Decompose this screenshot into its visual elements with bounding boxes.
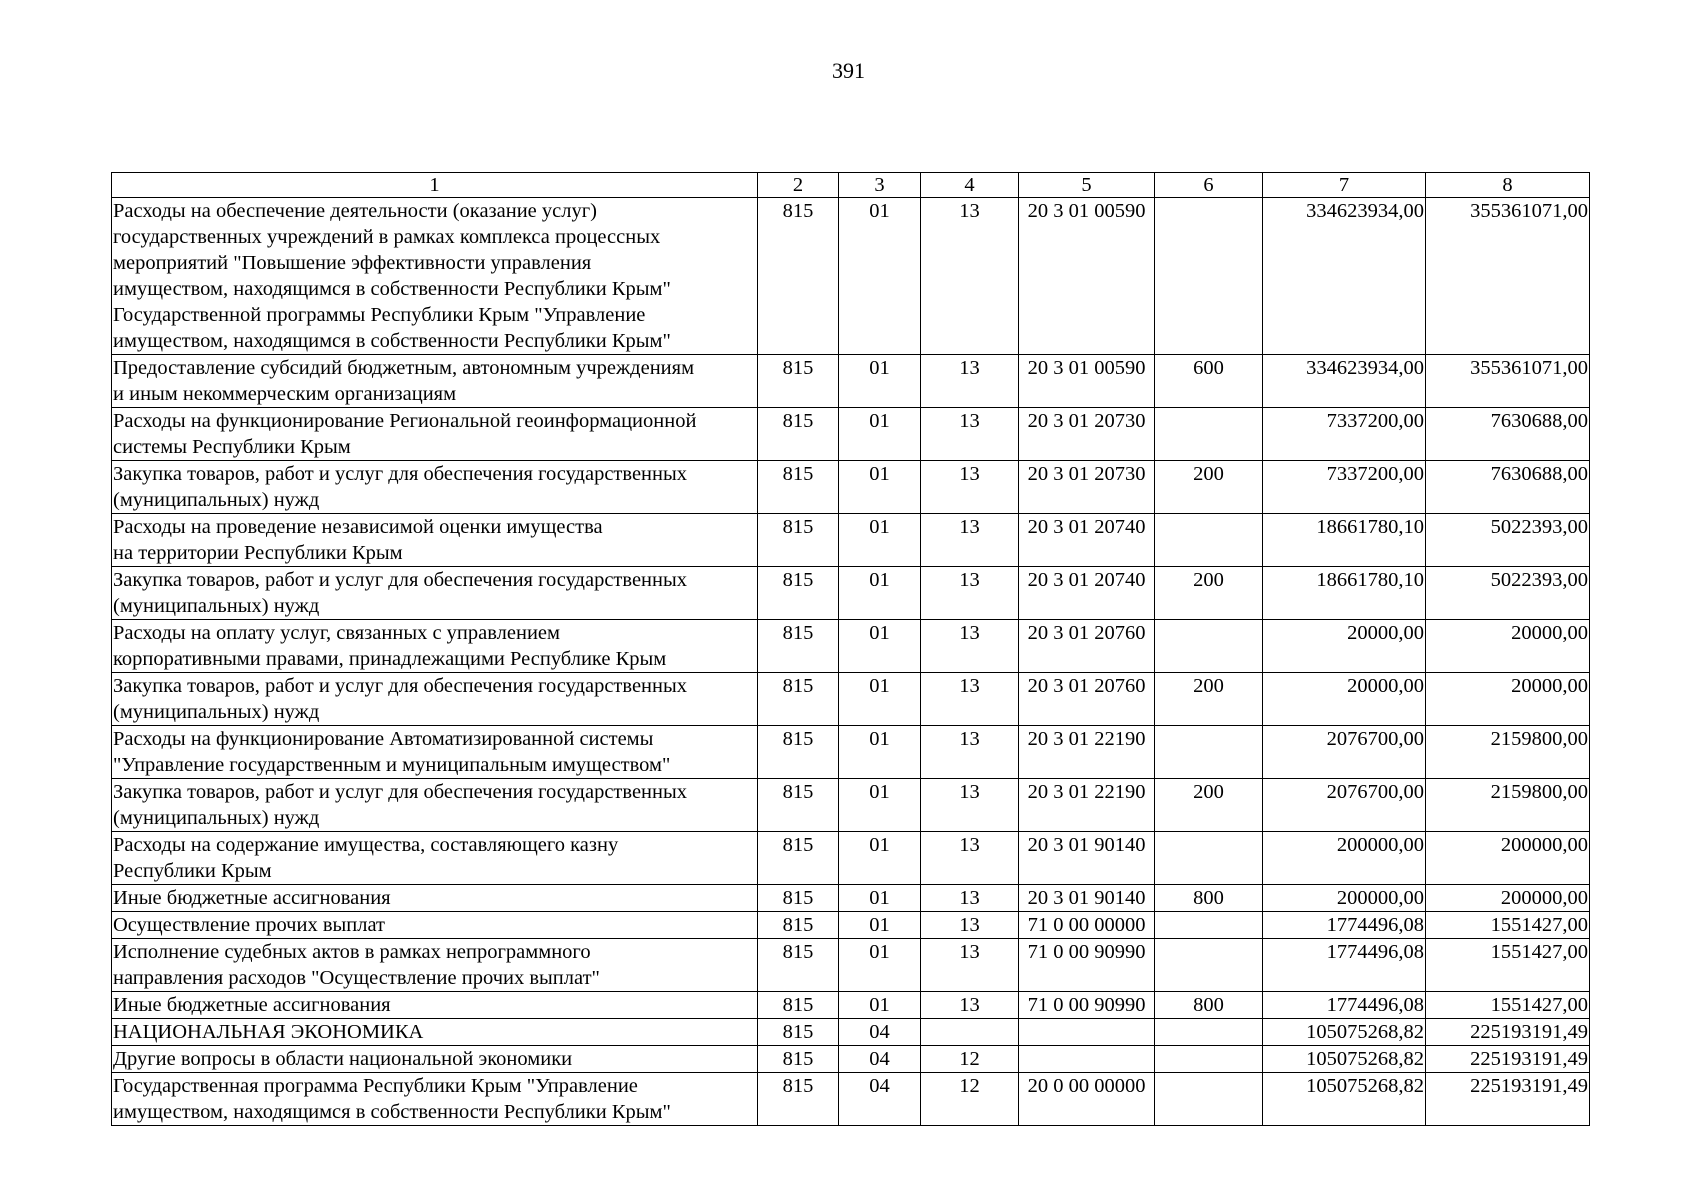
expense-name-cell: Закупка товаров, работ и услуг для обеспечения государственных (муниципальных) нужд: [112, 567, 758, 620]
amount-year1-cell: 200000,00: [1263, 832, 1426, 885]
ministry-code-cell: 815: [758, 461, 839, 514]
ministry-code-cell: 815: [758, 514, 839, 567]
target-article-cell: [1019, 1019, 1155, 1046]
amount-year2-cell: 355361071,00: [1426, 355, 1590, 408]
target-article-cell: 20 3 01 20740: [1019, 514, 1155, 567]
table-row: [112, 514, 1590, 567]
subsection-code-cell: 13: [921, 355, 1019, 408]
ministry-code-cell: 815: [758, 726, 839, 779]
amount-year2-cell: 7630688,00: [1426, 408, 1590, 461]
table-row: [112, 779, 1590, 832]
subsection-code-cell: 13: [921, 992, 1019, 1019]
section-code-cell: 01: [839, 885, 921, 912]
target-article-cell: 20 3 01 20740: [1019, 567, 1155, 620]
section-code-cell: 01: [839, 726, 921, 779]
amount-year2-cell: 225193191,49: [1426, 1073, 1590, 1126]
section-code-cell: 01: [839, 461, 921, 514]
amount-year1-cell: 7337200,00: [1263, 461, 1426, 514]
amount-year2-cell: 225193191,49: [1426, 1046, 1590, 1073]
section-code-cell: 01: [839, 620, 921, 673]
column-header: 8: [1426, 173, 1590, 198]
expense-type-cell: 200: [1155, 461, 1263, 514]
expense-name-cell: Расходы на содержание имущества, составляющего казну Республики Крым: [112, 832, 758, 885]
section-code-cell: 01: [839, 355, 921, 408]
target-article-cell: 20 3 01 00590: [1019, 355, 1155, 408]
expense-name-cell: Другие вопросы в области национальной экономики: [112, 1046, 758, 1073]
expense-name-cell: Иные бюджетные ассигнования: [112, 992, 758, 1019]
amount-year1-cell: 18661780,10: [1263, 514, 1426, 567]
ministry-code-cell: 815: [758, 912, 839, 939]
expense-type-cell: 600: [1155, 355, 1263, 408]
table-row: [112, 461, 1590, 514]
table-row: [112, 673, 1590, 726]
amount-year2-cell: 5022393,00: [1426, 567, 1590, 620]
amount-year2-cell: 20000,00: [1426, 620, 1590, 673]
expense-name-cell: НАЦИОНАЛЬНАЯ ЭКОНОМИКА: [112, 1019, 758, 1046]
subsection-code-cell: 12: [921, 1073, 1019, 1126]
subsection-code-cell: 13: [921, 885, 1019, 912]
expense-type-cell: 200: [1155, 779, 1263, 832]
target-article-cell: 20 3 01 22190: [1019, 779, 1155, 832]
amount-year2-cell: 2159800,00: [1426, 779, 1590, 832]
subsection-code-cell: 13: [921, 408, 1019, 461]
amount-year1-cell: 7337200,00: [1263, 408, 1426, 461]
target-article-cell: 20 3 01 22190: [1019, 726, 1155, 779]
expense-type-cell: [1155, 408, 1263, 461]
ministry-code-cell: 815: [758, 779, 839, 832]
subsection-code-cell: 13: [921, 726, 1019, 779]
subsection-code-cell: 12: [921, 1046, 1019, 1073]
target-article-cell: 71 0 00 90990: [1019, 939, 1155, 992]
expense-type-cell: [1155, 1019, 1263, 1046]
section-code-cell: 01: [839, 939, 921, 992]
table-row: [112, 832, 1590, 885]
expense-type-cell: [1155, 1073, 1263, 1126]
expense-type-cell: [1155, 198, 1263, 355]
target-article-cell: 20 3 01 90140: [1019, 832, 1155, 885]
expense-type-cell: [1155, 912, 1263, 939]
amount-year2-cell: 200000,00: [1426, 832, 1590, 885]
expense-name-cell: Исполнение судебных актов в рамках непрограммного направления расходов "Осуществление прочих выплат": [112, 939, 758, 992]
expense-name-cell: Осуществление прочих выплат: [112, 912, 758, 939]
section-code-cell: 01: [839, 832, 921, 885]
amount-year2-cell: 7630688,00: [1426, 461, 1590, 514]
subsection-code-cell: 13: [921, 779, 1019, 832]
amount-year2-cell: 1551427,00: [1426, 939, 1590, 992]
subsection-code-cell: 13: [921, 912, 1019, 939]
column-header: 7: [1263, 173, 1426, 198]
column-header: 4: [921, 173, 1019, 198]
target-article-cell: 20 3 01 20730: [1019, 461, 1155, 514]
expense-name-cell: Закупка товаров, работ и услуг для обеспечения государственных (муниципальных) нужд: [112, 779, 758, 832]
amount-year2-cell: 2159800,00: [1426, 726, 1590, 779]
target-article-cell: 71 0 00 90990: [1019, 992, 1155, 1019]
target-article-cell: 20 0 00 00000: [1019, 1073, 1155, 1126]
expense-type-cell: 800: [1155, 885, 1263, 912]
amount-year1-cell: 105075268,82: [1263, 1046, 1426, 1073]
amount-year1-cell: 200000,00: [1263, 885, 1426, 912]
target-article-cell: 20 3 01 90140: [1019, 885, 1155, 912]
table-row: [112, 620, 1590, 673]
amount-year1-cell: 2076700,00: [1263, 726, 1426, 779]
expense-name-cell: Расходы на обеспечение деятельности (оказание услуг) государственных учреждений в рамках комплекса процессных мероприятий "Повышение эффективности управления имуществом, находящимся в собственности Республики Крым" Государственной программы Республики Крым "Управление имуществом, находящимся в собственности Республики Крым": [112, 198, 758, 355]
expense-type-cell: 800: [1155, 992, 1263, 1019]
ministry-code-cell: 815: [758, 198, 839, 355]
amount-year2-cell: 20000,00: [1426, 673, 1590, 726]
table-row: [112, 939, 1590, 992]
amount-year1-cell: 1774496,08: [1263, 992, 1426, 1019]
section-code-cell: 01: [839, 567, 921, 620]
ministry-code-cell: 815: [758, 355, 839, 408]
table-row: [112, 912, 1590, 939]
amount-year2-cell: 1551427,00: [1426, 912, 1590, 939]
column-header: 2: [758, 173, 839, 198]
subsection-code-cell: 13: [921, 673, 1019, 726]
expense-type-cell: [1155, 939, 1263, 992]
section-code-cell: 04: [839, 1046, 921, 1073]
ministry-code-cell: 815: [758, 620, 839, 673]
ministry-code-cell: 815: [758, 1046, 839, 1073]
ministry-code-cell: 815: [758, 832, 839, 885]
amount-year1-cell: 105075268,82: [1263, 1019, 1426, 1046]
column-header: 5: [1019, 173, 1155, 198]
header-row: [112, 173, 1590, 198]
target-article-cell: 20 3 01 20760: [1019, 673, 1155, 726]
expense-type-cell: 200: [1155, 673, 1263, 726]
target-article-cell: 20 3 01 20760: [1019, 620, 1155, 673]
expense-name-cell: Расходы на функционирование Автоматизированной системы "Управление государственным и муниципальным имуществом": [112, 726, 758, 779]
amount-year1-cell: 1774496,08: [1263, 939, 1426, 992]
ministry-code-cell: 815: [758, 939, 839, 992]
section-code-cell: 04: [839, 1019, 921, 1046]
section-code-cell: 01: [839, 514, 921, 567]
target-article-cell: [1019, 1046, 1155, 1073]
column-header: 3: [839, 173, 921, 198]
subsection-code-cell: [921, 1019, 1019, 1046]
section-code-cell: 04: [839, 1073, 921, 1126]
section-code-cell: 01: [839, 673, 921, 726]
subsection-code-cell: 13: [921, 567, 1019, 620]
subsection-code-cell: 13: [921, 198, 1019, 355]
table-row: [112, 1019, 1590, 1046]
page-number: 391: [832, 58, 865, 83]
target-article-cell: 20 3 01 20730: [1019, 408, 1155, 461]
budget-table: [111, 172, 1590, 1126]
amount-year2-cell: 355361071,00: [1426, 198, 1590, 355]
expense-name-cell: Государственная программа Республики Крым "Управление имуществом, находящимся в собственности Республики Крым": [112, 1073, 758, 1126]
subsection-code-cell: 13: [921, 461, 1019, 514]
amount-year2-cell: 1551427,00: [1426, 992, 1590, 1019]
table-row: [112, 726, 1590, 779]
expense-name-cell: Иные бюджетные ассигнования: [112, 885, 758, 912]
table-row: [112, 355, 1590, 408]
table-row: [112, 1073, 1590, 1126]
amount-year1-cell: 20000,00: [1263, 673, 1426, 726]
amount-year2-cell: 200000,00: [1426, 885, 1590, 912]
amount-year1-cell: 334623934,00: [1263, 355, 1426, 408]
section-code-cell: 01: [839, 779, 921, 832]
section-code-cell: 01: [839, 912, 921, 939]
expense-type-cell: [1155, 620, 1263, 673]
section-code-cell: 01: [839, 992, 921, 1019]
table-row: [112, 567, 1590, 620]
expense-name-cell: Закупка товаров, работ и услуг для обеспечения государственных (муниципальных) нужд: [112, 461, 758, 514]
table-row: [112, 885, 1590, 912]
table-row: [112, 992, 1590, 1019]
ministry-code-cell: 815: [758, 1019, 839, 1046]
amount-year2-cell: 225193191,49: [1426, 1019, 1590, 1046]
amount-year1-cell: 1774496,08: [1263, 912, 1426, 939]
table-row: [112, 1046, 1590, 1073]
column-header: 6: [1155, 173, 1263, 198]
amount-year1-cell: 2076700,00: [1263, 779, 1426, 832]
expense-type-cell: [1155, 1046, 1263, 1073]
expense-type-cell: [1155, 726, 1263, 779]
expense-name-cell: Закупка товаров, работ и услуг для обеспечения государственных (муниципальных) нужд: [112, 673, 758, 726]
expense-type-cell: [1155, 514, 1263, 567]
subsection-code-cell: 13: [921, 620, 1019, 673]
amount-year1-cell: 20000,00: [1263, 620, 1426, 673]
target-article-cell: 20 3 01 00590: [1019, 198, 1155, 355]
expense-name-cell: Расходы на оплату услуг, связанных с управлением корпоративными правами, принадлежащими Республике Крым: [112, 620, 758, 673]
expense-name-cell: Расходы на функционирование Региональной геоинформационной системы Республики Крым: [112, 408, 758, 461]
ministry-code-cell: 815: [758, 885, 839, 912]
expense-name-cell: Предоставление субсидий бюджетным, автономным учреждениям и иным некоммерческим организациям: [112, 355, 758, 408]
table-row: [112, 408, 1590, 461]
amount-year1-cell: 334623934,00: [1263, 198, 1426, 355]
ministry-code-cell: 815: [758, 673, 839, 726]
column-header: 1: [112, 173, 758, 198]
amount-year1-cell: 18661780,10: [1263, 567, 1426, 620]
expense-type-cell: [1155, 832, 1263, 885]
ministry-code-cell: 815: [758, 1073, 839, 1126]
subsection-code-cell: 13: [921, 514, 1019, 567]
expense-type-cell: 200: [1155, 567, 1263, 620]
section-code-cell: 01: [839, 198, 921, 355]
amount-year1-cell: 105075268,82: [1263, 1073, 1426, 1126]
ministry-code-cell: 815: [758, 408, 839, 461]
ministry-code-cell: 815: [758, 567, 839, 620]
ministry-code-cell: 815: [758, 992, 839, 1019]
amount-year2-cell: 5022393,00: [1426, 514, 1590, 567]
target-article-cell: 71 0 00 00000: [1019, 912, 1155, 939]
subsection-code-cell: 13: [921, 939, 1019, 992]
table-row: [112, 198, 1590, 355]
expense-name-cell: Расходы на проведение независимой оценки имущества на территории Республики Крым: [112, 514, 758, 567]
table-body: [112, 198, 1590, 1126]
subsection-code-cell: 13: [921, 832, 1019, 885]
section-code-cell: 01: [839, 408, 921, 461]
